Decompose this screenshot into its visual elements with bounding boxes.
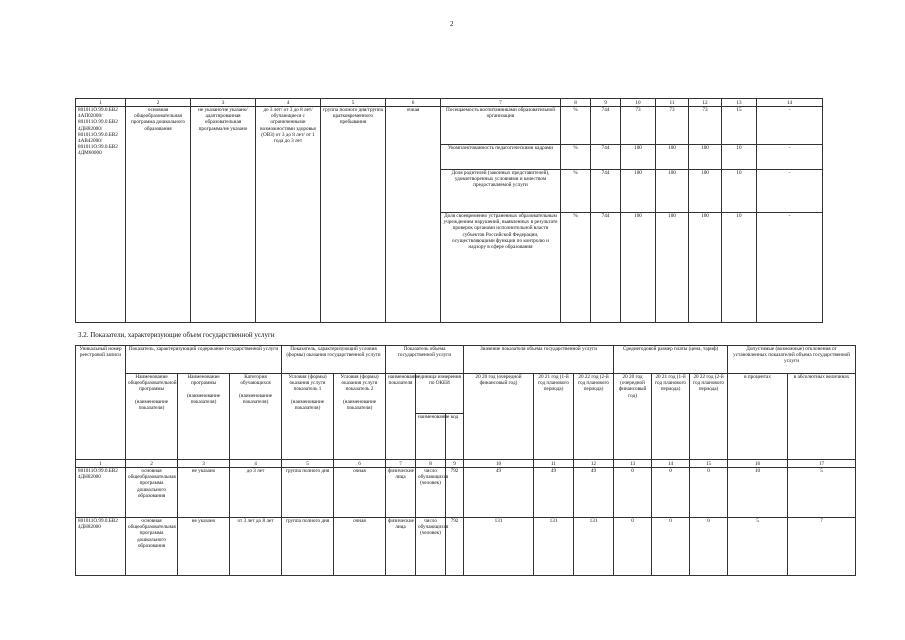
code-cell: 744 — [591, 170, 621, 213]
unit-cell: число обучающихся (человек) — [416, 468, 446, 518]
registry-number: 801011О.99.0.БВ2 4ДН82000 — [76, 468, 126, 518]
col-number: 9 — [591, 99, 621, 107]
col-number: 8 — [561, 99, 591, 107]
code-cell: 792 — [446, 518, 464, 576]
col-number: 1 — [76, 99, 126, 107]
col-number: 3 — [178, 460, 230, 468]
deviation-cell: 5 — [728, 518, 788, 576]
content-header: Показатель, характеризующий содержание государственной услуги — [126, 346, 282, 374]
group-cell: группа полного дня — [282, 468, 334, 518]
category-cell: до 3 лет/ от 3 до 8 лет/ обучающиеся с ограниченными возможностями здоровья (ОВЗ) от 3 до 8 лет/ от 1 года до 3 лет — [256, 107, 321, 323]
registry-number: 801011О.99.0.БВ2 4АП02000/ 801011О.99.0.БВ2 4ДН82000/ 801011О.99.0.БВ2 4АВ42000/ 801011О.99.0.БВ2 4ДМ60000 — [76, 107, 126, 323]
fee-cell: 0 — [690, 468, 728, 518]
column-number-row — [76, 460, 856, 468]
value-header: Значение показателя объема государственной услуги — [464, 346, 614, 374]
value-cell: 100 — [656, 213, 689, 323]
col-number: 16 — [728, 460, 788, 468]
program-cell: основная общеобразовательная программа дошкольного образования — [126, 468, 178, 518]
page-number: 2 — [450, 20, 454, 28]
col-number: 3 — [191, 99, 256, 107]
col-number: 13 — [614, 460, 652, 468]
conditions-header: Показатель, характеризующий условия (формы) оказания государственной услуги — [282, 346, 386, 374]
col-number: 10 — [464, 460, 534, 468]
year-header: 20 20 год (очередной финансовый год) — [614, 374, 652, 460]
abs-deviation-cell: 7 — [788, 518, 856, 576]
col-number: 1 — [76, 460, 126, 468]
form-cell: очная — [386, 107, 441, 323]
value-cell: 73 — [621, 107, 656, 145]
value-cell: 100 — [689, 170, 722, 213]
year-header: 20 22 год (2-й год планового периода) — [574, 374, 614, 460]
value-cell: 73 — [689, 107, 722, 145]
group-cell: группа полного дня/группа кратковременного пребывания — [321, 107, 386, 323]
col-number: 2 — [126, 99, 191, 107]
col-number: 4 — [256, 99, 321, 107]
abs-deviation-cell: - — [757, 170, 823, 213]
value-cell: 100 — [656, 145, 689, 170]
unit-name-header: наименование — [416, 414, 446, 460]
value-cell: 131 — [464, 518, 534, 576]
col-number: 2 — [126, 460, 178, 468]
unit-cell: % — [561, 213, 591, 323]
col-number: 14 — [757, 99, 823, 107]
fee-cell: 0 — [652, 468, 690, 518]
col-number: 17 — [788, 460, 856, 468]
percent-header: в процентах — [728, 374, 788, 460]
registry-header: Уникальный номер реестровой записи — [76, 346, 126, 460]
year-header: 20 21 год (1-й год планового периода) — [534, 374, 574, 460]
value-cell: 100 — [689, 213, 722, 323]
group-cell: группа полного дня — [282, 518, 334, 576]
col-number: 11 — [656, 99, 689, 107]
abs-deviation-cell: - — [757, 213, 823, 323]
code-cell: 744 — [591, 107, 621, 145]
table-row — [76, 518, 856, 576]
unit-cell: % — [561, 170, 591, 213]
col-number: 10 — [621, 99, 656, 107]
quality-indicators-table — [75, 98, 823, 323]
program-name-cell: не указано — [178, 468, 230, 518]
year-header: 20 20 год (очередной финансовый год) — [464, 374, 534, 460]
value-cell: 49 — [464, 468, 534, 518]
column-number-row — [76, 99, 823, 107]
col-number: 6 — [334, 460, 386, 468]
unit-cell: % — [561, 145, 591, 170]
sub-header: Наименование программы (наименование показателя) — [178, 374, 230, 460]
table-row — [76, 107, 823, 145]
indicator-name: физические лица — [386, 468, 416, 518]
col-number: 12 — [574, 460, 614, 468]
value-cell: 73 — [656, 107, 689, 145]
value-cell: 100 — [656, 170, 689, 213]
table-row — [76, 468, 856, 518]
sub-header: Условия (формы) оказания услуги показатель 2 (наименование показателя) — [334, 374, 386, 460]
sub-header: Наименование общеобразовательной программы (наименование показателя) — [126, 374, 178, 460]
unit-header: единица измерения по ОКЕИ — [416, 374, 464, 414]
value-cell: 100 — [689, 145, 722, 170]
unit-cell: % — [561, 107, 591, 145]
col-number: 13 — [722, 99, 757, 107]
deviation-header: Допустимые (возможные) отклонения от установленных показателей объема государственной услуги — [728, 346, 856, 374]
col-number: 11 — [534, 460, 574, 468]
abs-deviation-cell: - — [757, 107, 823, 145]
program-cell: основная общеобразовательная программа дошкольного образования — [126, 107, 191, 323]
col-number: 12 — [689, 99, 722, 107]
col-number: 14 — [652, 460, 690, 468]
deviation-cell: 15 — [722, 107, 757, 145]
indicator-name: Посещаемость воспитанниками образовательной организации — [441, 107, 561, 145]
value-cell: 131 — [574, 518, 614, 576]
code-cell: 744 — [591, 213, 621, 323]
form-cell: очная — [334, 518, 386, 576]
col-number: 15 — [690, 460, 728, 468]
deviation-cell: 10 — [722, 145, 757, 170]
col-number: 5 — [282, 460, 334, 468]
category-cell: до 3 лет — [230, 468, 282, 518]
header-row — [76, 374, 856, 414]
volume-indicators-table — [75, 345, 856, 576]
header-row — [76, 346, 856, 374]
col-number: 8 — [416, 460, 446, 468]
indicator-name-header: наименование показателя — [386, 374, 416, 460]
year-header: 20 21 год (1-й год планового периода) — [652, 374, 690, 460]
program-cell: основная общеобразовательная программа дошкольного образования — [126, 518, 178, 576]
code-cell: 792 — [446, 468, 464, 518]
indicator-name: Доля своевременно устраненных образовательным учреждением нарушений, выявленных в результате проверок органами исполнительной власти субъектов Российской Федерации, осуществляющими функции по контролю и надзору в сфере образования — [441, 213, 561, 323]
deviation-cell: 10 — [722, 213, 757, 323]
deviation-cell: 10 — [728, 468, 788, 518]
fee-header: Среднегодовой размер платы (цена, тариф) — [614, 346, 728, 374]
col-number: 4 — [230, 460, 282, 468]
volume-header: Показатель объема государственной услуги — [386, 346, 464, 374]
unit-code-header: код — [446, 414, 464, 460]
value-cell: 100 — [621, 213, 656, 323]
registry-number: 801011О.99.0.БВ2 4ДН82000 — [76, 518, 126, 576]
sub-header: Категория обучающихся (наименование показателя) — [230, 374, 282, 460]
col-number: 7 — [441, 99, 561, 107]
code-cell: 744 — [591, 145, 621, 170]
fee-cell: 0 — [614, 518, 652, 576]
indicator-name: Доля родителей (законных представителей), удовлетворенных условиями и качеством предоставляемой услуги — [441, 170, 561, 213]
category-cell: от 3 лет до 8 лет — [230, 518, 282, 576]
col-number: 6 — [386, 99, 441, 107]
value-cell: 100 — [621, 145, 656, 170]
section-title: 3.2. Показатели, характеризующие объем государственной услуги — [78, 331, 275, 339]
program-type-cell: не указано/не указано/ адаптированная образовательная программа/не указано — [191, 107, 256, 323]
year-header: 20 22 год (2-й год планового периода) — [690, 374, 728, 460]
unit-cell: число обучающихся (человек) — [416, 518, 446, 576]
col-number: 5 — [321, 99, 386, 107]
value-cell: 100 — [621, 170, 656, 213]
deviation-cell: 10 — [722, 170, 757, 213]
absolute-header: в абсолютных величинах — [788, 374, 856, 460]
col-number: 7 — [386, 460, 416, 468]
form-cell: очная — [334, 468, 386, 518]
program-name-cell: не указано — [178, 518, 230, 576]
fee-cell: 0 — [652, 518, 690, 576]
fee-cell: 0 — [690, 518, 728, 576]
value-cell: 49 — [574, 468, 614, 518]
sub-header: Условия (формы) оказания услуги показатель 1 (наименование показателя) — [282, 374, 334, 460]
indicator-name: Укомплектованность педагогическими кадрами — [441, 145, 561, 170]
fee-cell: 0 — [614, 468, 652, 518]
value-cell: 131 — [534, 518, 574, 576]
abs-deviation-cell: 5 — [788, 468, 856, 518]
value-cell: 49 — [534, 468, 574, 518]
col-number: 9 — [446, 460, 464, 468]
abs-deviation-cell: - — [757, 145, 823, 170]
indicator-name: физические лица — [386, 518, 416, 576]
